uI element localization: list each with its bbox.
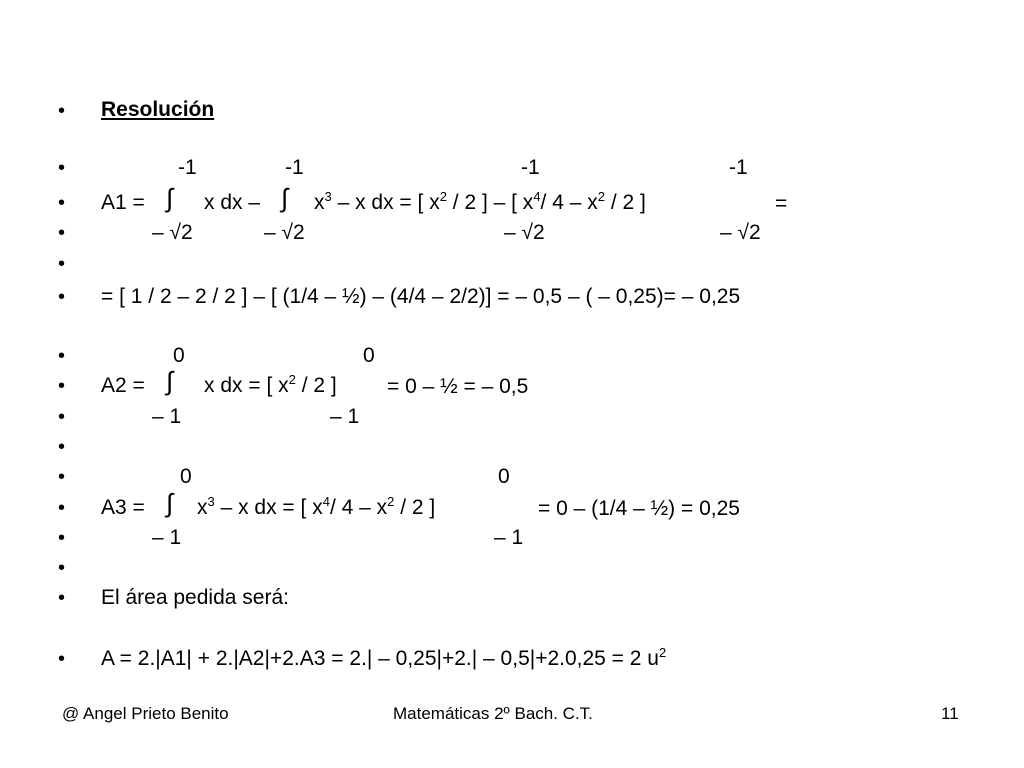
a3-result: = 0 – (1/4 – ½) = 0,25 [538,497,740,520]
a1-upper-limit: -1 [285,156,304,179]
footer-course: Matemáticas 2º Bach. C.T. [393,704,593,723]
bullet: • [58,286,66,308]
bullet: • [58,466,66,488]
a1-lower-limit: – √2 [152,221,193,244]
bullet: • [58,436,66,458]
a1-term: x dx – [204,191,261,214]
a1-lower-limit: – √2 [264,221,305,244]
footer-page-number: 11 [941,704,959,723]
bullet: • [58,375,66,397]
a1-expression: $x^3$ – x dx = [ $x^2 / 2$ ] – [ $x^4/$ $4 - x^2 / 2$ ] [314,189,646,214]
a1-equals: = [775,192,788,215]
a2-upper-limit: 0 [363,344,375,367]
a1-upper-limit: -1 [729,156,748,179]
a2-upper-limit: 0 [173,344,185,367]
bullet: • [58,527,66,549]
a1-lower-limit: – √2 [504,221,545,244]
a1-upper-limit: -1 [178,156,197,179]
bullet: • [58,557,66,579]
bullet: • [58,157,66,179]
a1-upper-limit: -1 [521,156,540,179]
a1-result: = [ 1 / 2 – 2 / 2 ] – [ (1/4 – ½) – (4/4 – 2/2)] = – 0,5 – ( – 0,25)= – 0,25 [101,285,741,308]
a3-upper-limit: 0 [180,465,192,488]
a2-lower-limit: – 1 [330,405,360,428]
integral-icon: ∫ [166,488,174,518]
a3-label: A3 = [101,496,145,519]
a2-lower-limit: – 1 [152,405,182,428]
bullet: • [58,345,66,367]
a3-lower-limit: – 1 [494,526,524,549]
a2-expression: x dx = [ $x^2 / 2$ ] [204,372,337,397]
integral-icon: ∫ [281,183,289,213]
bullet: • [58,406,66,428]
a3-upper-limit: 0 [498,465,510,488]
footer-author: @ Angel Prieto Benito [62,704,229,723]
bullet: • [58,192,66,214]
bullet: • [58,648,66,670]
a3-expression: $x^3$ – x dx = [ $x^4/$ $4 - x^2 / 2$ ] [197,494,436,519]
area-label: El área pedida será: [101,586,289,609]
bullet: • [58,100,66,122]
bullet: • [58,222,66,244]
bullet: • [58,497,66,519]
bullet: • [58,253,66,275]
a2-result: = 0 – ½ = – 0,5 [387,375,529,398]
a2-label: A2 = [101,374,145,397]
a3-lower-limit: – 1 [152,526,182,549]
slide-title: Resolución [101,98,215,121]
a1-label: A1 = [101,191,145,214]
bullet: • [58,587,66,609]
a1-lower-limit: – √2 [720,221,761,244]
integral-icon: ∫ [166,366,174,396]
integral-icon: ∫ [166,183,174,213]
area-equation: A = 2.|A1| + 2.|A2|+2.A3 = 2.| – 0,25|+2.| – 0,5|+2.0,25 = 2 $u^2$ [101,645,667,670]
